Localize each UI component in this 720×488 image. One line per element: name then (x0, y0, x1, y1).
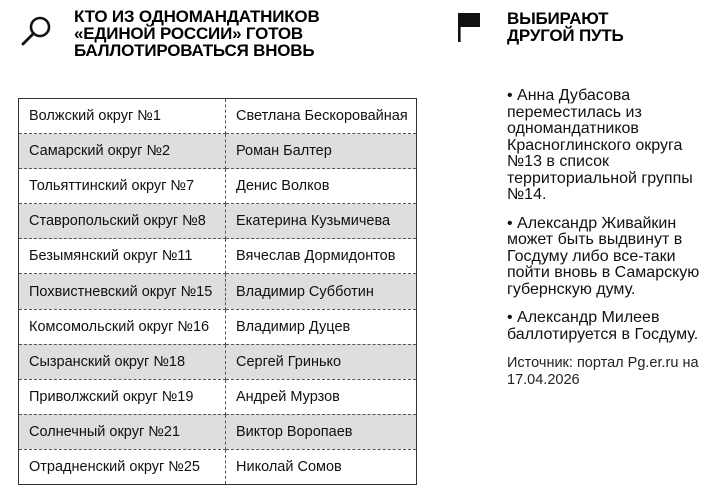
table-heading (74, 8, 414, 59)
table-row (19, 449, 417, 484)
table-row (19, 414, 417, 449)
list-item: • Александр Живайкин может быть выдвинут в Госдуму либо все-таки пойти вновь в Самарскую губернскую думу. (507, 214, 700, 298)
right-panel (455, 0, 720, 488)
table-row (19, 344, 417, 379)
list-item: • Александр Милеев баллотируется в Госдуму. (507, 309, 699, 343)
district-cell: Комсомольский округ №16 (19, 309, 226, 344)
district-cell: Солнечный округ №21 (19, 414, 226, 449)
table-row (19, 204, 417, 239)
district-cell: Отрадненский округ №25 (19, 449, 226, 484)
heading-line: ВЫБИРАЮТ (507, 9, 609, 28)
district-cell: Самарский округ №2 (19, 134, 226, 169)
candidate-cell: Светлана Бескоровайная (226, 99, 417, 134)
candidate-cell: Владимир Дуцев (226, 309, 417, 344)
heading-line: КТО ИЗ ОДНОМАНДАТНИКОВ (74, 7, 320, 26)
district-cell: Похвистневский округ №15 (19, 274, 226, 309)
heading-line: ДРУГОЙ ПУТЬ (507, 26, 624, 45)
candidate-cell: Денис Волков (226, 169, 417, 204)
table-row (19, 99, 417, 134)
table-row (19, 239, 417, 274)
candidate-cell: Роман Балтер (226, 134, 417, 169)
district-cell: Ставропольский округ №8 (19, 204, 226, 239)
table-row (19, 274, 417, 309)
district-cell: Тольяттинский округ №7 (19, 169, 226, 204)
source-note: Источник: портал Pg.er.ru на 17.04.2026 (507, 355, 699, 388)
bullet-list (507, 88, 717, 389)
candidate-cell: Сергей Гринько (226, 344, 417, 379)
district-cell: Безымянский округ №11 (19, 239, 226, 274)
candidate-cell: Андрей Мурзов (226, 379, 417, 414)
district-cell: Волжский округ №1 (19, 99, 226, 134)
district-cell: Приволжский округ №19 (19, 379, 226, 414)
candidate-cell: Екатерина Кузьмичева (226, 204, 417, 239)
district-cell: Сызранский округ №18 (19, 344, 226, 379)
table-row (19, 309, 417, 344)
sidebar-heading (507, 10, 707, 44)
heading-line: БАЛЛОТИРОВАТЬСЯ ВНОВЬ (74, 41, 315, 60)
candidates-table (18, 98, 417, 485)
table-row (19, 379, 417, 414)
candidate-cell: Виктор Воропаев (226, 414, 417, 449)
candidate-cell: Владимир Субботин (226, 274, 417, 309)
heading-line: «ЕДИНОЙ РОССИИ» ГОТОВ (74, 24, 303, 43)
candidate-cell: Вячеслав Дормидонтов (226, 239, 417, 274)
flag-icon (455, 10, 483, 44)
list-item: • Анна Дубасова переместилась из одномандатников Красноглинского округа №13 в список территориальной группы №14. (507, 87, 693, 203)
table-row (19, 134, 417, 169)
table-row (19, 169, 417, 204)
search-icon (20, 14, 54, 48)
candidate-cell: Николай Сомов (236, 458, 342, 475)
